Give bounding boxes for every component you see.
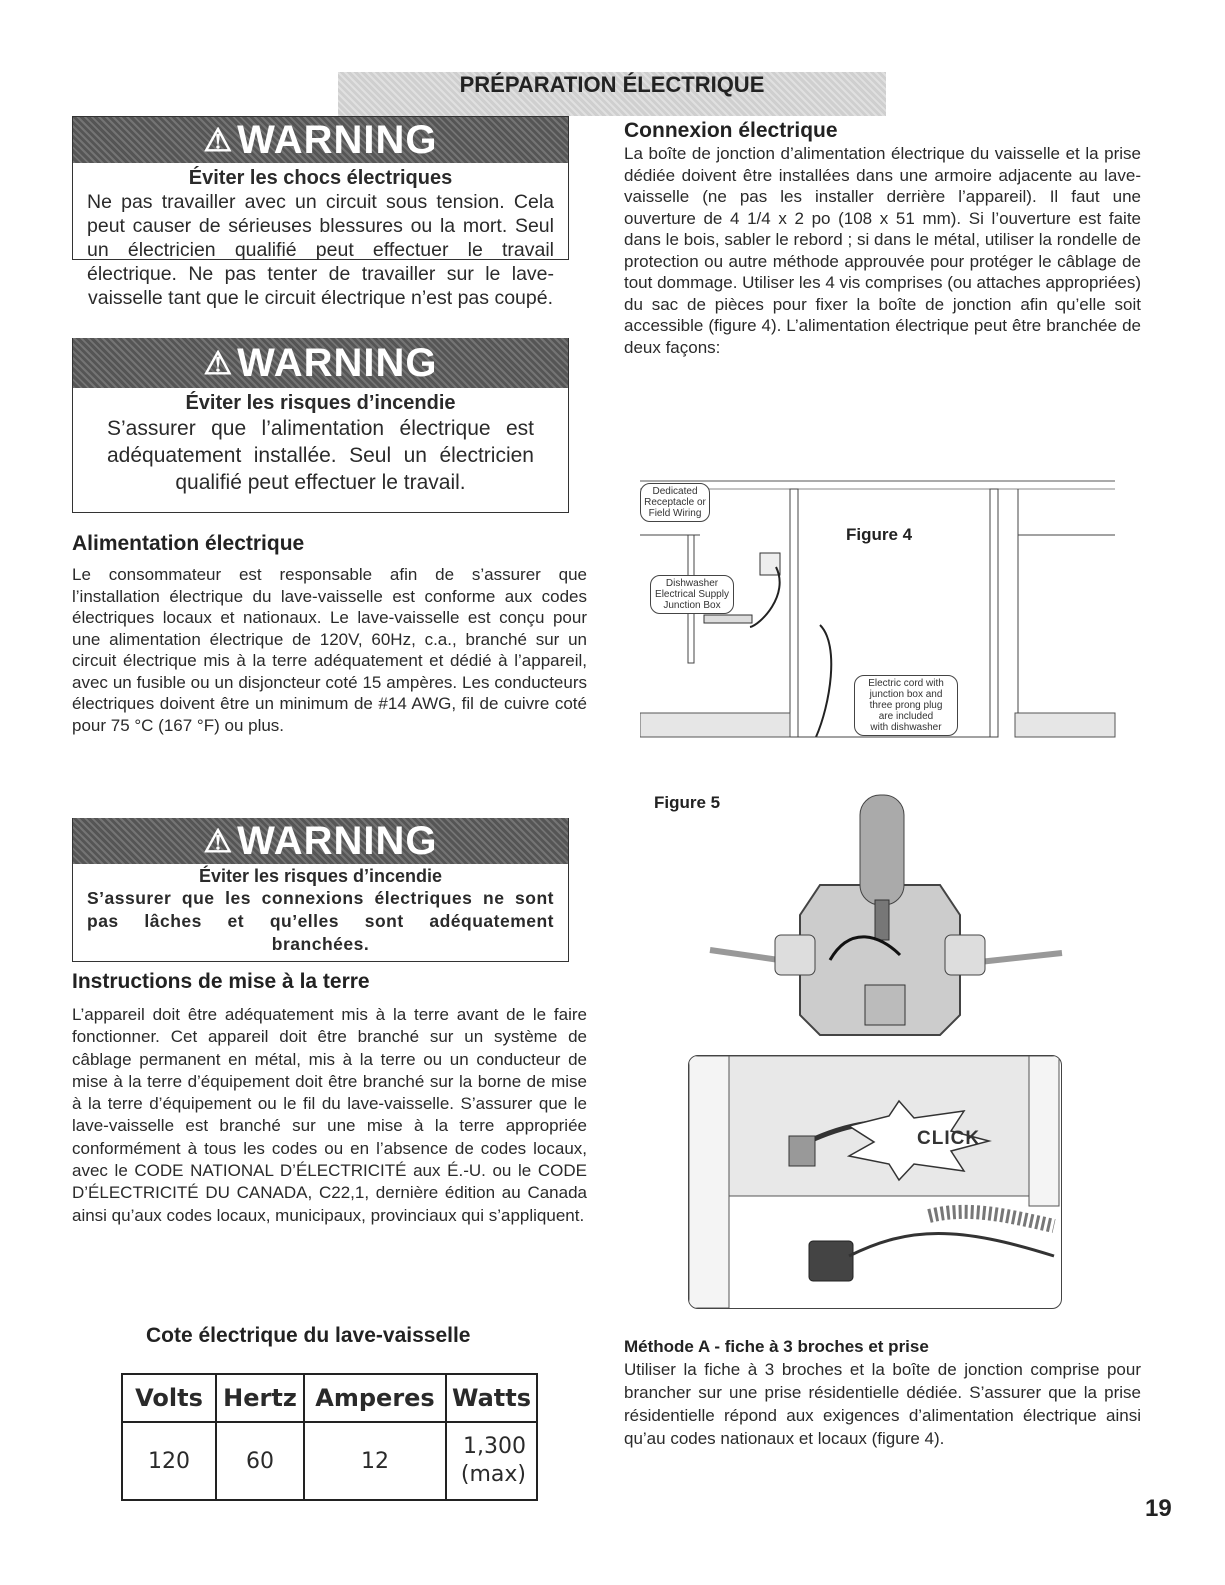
table-header-row [122,1374,537,1422]
warning-bar: ⚠ WARNING [73,338,568,388]
rating-table [121,1373,538,1501]
warning-box-fire [72,338,569,513]
plug-drawing [689,1056,1061,1308]
warning-body: S’assurer que les connexions électriques ne sont pas lâches et qu’elles sont adéquatement branchées. [87,888,554,954]
table-header: Hertz [216,1374,304,1422]
page-number: 19 [1145,1495,1172,1522]
table-header: Amperes [304,1374,446,1422]
warning-triangle-icon: ⚠ [203,345,234,381]
table-header: Watts [446,1374,537,1422]
table-row [122,1422,537,1500]
warning-subtitle: Éviter les risques d’incendie [198,866,443,886]
section-title-connexion: Connexion électrique [624,119,838,142]
warning-box-shock [72,116,569,309]
figure-5-plug-illustration [688,1055,1062,1309]
warning-triangle-icon: ⚠ [203,823,234,859]
warning-bar: ⚠ WARNING [73,117,568,163]
paragraph-terre: L’appareil doit être adéquatement mis à la terre avant de le faire fonctionner. Cet appareil doit être branché sur un système de câblage permanent en métal, mis à la terre ou un conducteur de mise à la terre d’équipement doit être branché sur la borne de mise à la terre d’équipement ou le fil du lave-vaisselle. S’assurer que le lave-vaisselle est branché sur une mise à la terre appropriée conformément à tous les codes ou en l’absence de codes locaux, avec le CODE NATIONAL D’ÉLECTRICITÉ aux É.-U. ou le CODE D’ÉLECTRICITÉ DU CANADA, C22,1, dernière édition au Canada ainsi qu’aux codes locaux, municipaux, provinciaux qui s’appliquent. [72,1005,587,1225]
section-title-alimentation: Alimentation électrique [72,532,305,555]
callout-electric-cord: Electric cord with junction box and three prong plug are included with dishwasher [854,675,958,736]
figure-4 [640,475,1120,745]
warning-subtitle: Éviter les chocs électriques [188,167,453,189]
warning-body: Ne pas travailler avec un circuit sous tension. Cela peut causer de sérieuses blessures ou la mort. Seul un électricien qualifié peut effectuer le travail électrique. Ne pas tenter de travailler sur le lave-vaisselle tant que le circuit électrique n’est pas coupé. [87,191,554,309]
callout-receptacle: Dedicated Receptacle or Field Wiring [640,483,710,522]
figure-4-label: Figure 4 [846,525,913,544]
rating-title: Cote électrique du lave-vaisselle [146,1324,471,1347]
paragraph-connexion: La boîte de jonction d’alimentation électrique du vaisselle et la prise dédiée doivent être installées dans une armoire adjacente au lave-vaisselle (ne pas les installer derrière l’appareil). Il faut une ouverture de 4 1/4 x 2 po (108 x 51 mm). Si l’ouverture est faite dans le bois, sabler le rebord ; si dans le métal, utiliser la rondelle de protection ou autre méthode approuvée pour protéger le câblage de tout dommage. Utiliser les 4 vis comprises (ou attaches appropriées) du sac de pièces pour fixer la boîte de jonction afin qu’elle soit accessible (figure 4). L’alimentation électrique peut être branchée de deux façons: [624,144,1141,357]
table-cell: 12 [304,1422,446,1500]
figure-5-label: Figure 5 [654,793,721,812]
table-cell: 120 [122,1422,216,1500]
callout-junction-box: Dishwasher Electrical Supply Junction Box [650,575,734,614]
section-banner [338,72,886,116]
table-header: Volts [122,1374,216,1422]
section-title-terre: Instructions de mise à la terre [72,970,370,993]
section-title-methode-a: Méthode A - fiche à 3 broches et prise [624,1337,929,1356]
paragraph-alimentation: Le consommateur est responsable afin de s’assurer que l’installation électrique du lave-vaisselle est conforme aux codes électriques locaux et nationaux. Le lave-vaisselle est conçu pour une alimentation électrique de 120V, 60Hz, c.a., branché sur un circuit électrique mis à la terre adéquatement et dédié à l’appareil, avec un fusible ou un disjoncteur coté 15 ampères. Les conducteurs électriques doivent être un minimum de #14 AWG, fil de cuivre coté pour 75 °C (167 °F) ou plus. [72,565,587,735]
click-label: CLICK [917,1128,981,1149]
table-cell: 1,300 (max) [446,1422,537,1500]
warning-box-connections [72,818,569,962]
warning-bar: ⚠ WARNING [73,818,568,864]
paragraph-methode-a: Utiliser la fiche à 3 broches et la boîte de jonction comprise pour brancher sur une prise résidentielle dédiée. S’assurer que la prise résidentielle répond aux exigences d’alimentation électrique ainsi qu’au codes nationaux et locaux (figure 4). [624,1360,1141,1448]
warning-body: S’assurer que l’alimentation électrique est adéquatement installée. Seul un électricien qualifié peut effectuer le travail. [107,417,534,494]
warning-triangle-icon: ⚠ [203,122,234,158]
figure-5-junction-illustration [700,785,1070,1043]
banner-title: PRÉPARATION ÉLECTRIQUE [459,72,765,97]
table-cell: 60 [216,1422,304,1500]
warning-subtitle: Éviter les risques d’incendie [185,392,456,414]
